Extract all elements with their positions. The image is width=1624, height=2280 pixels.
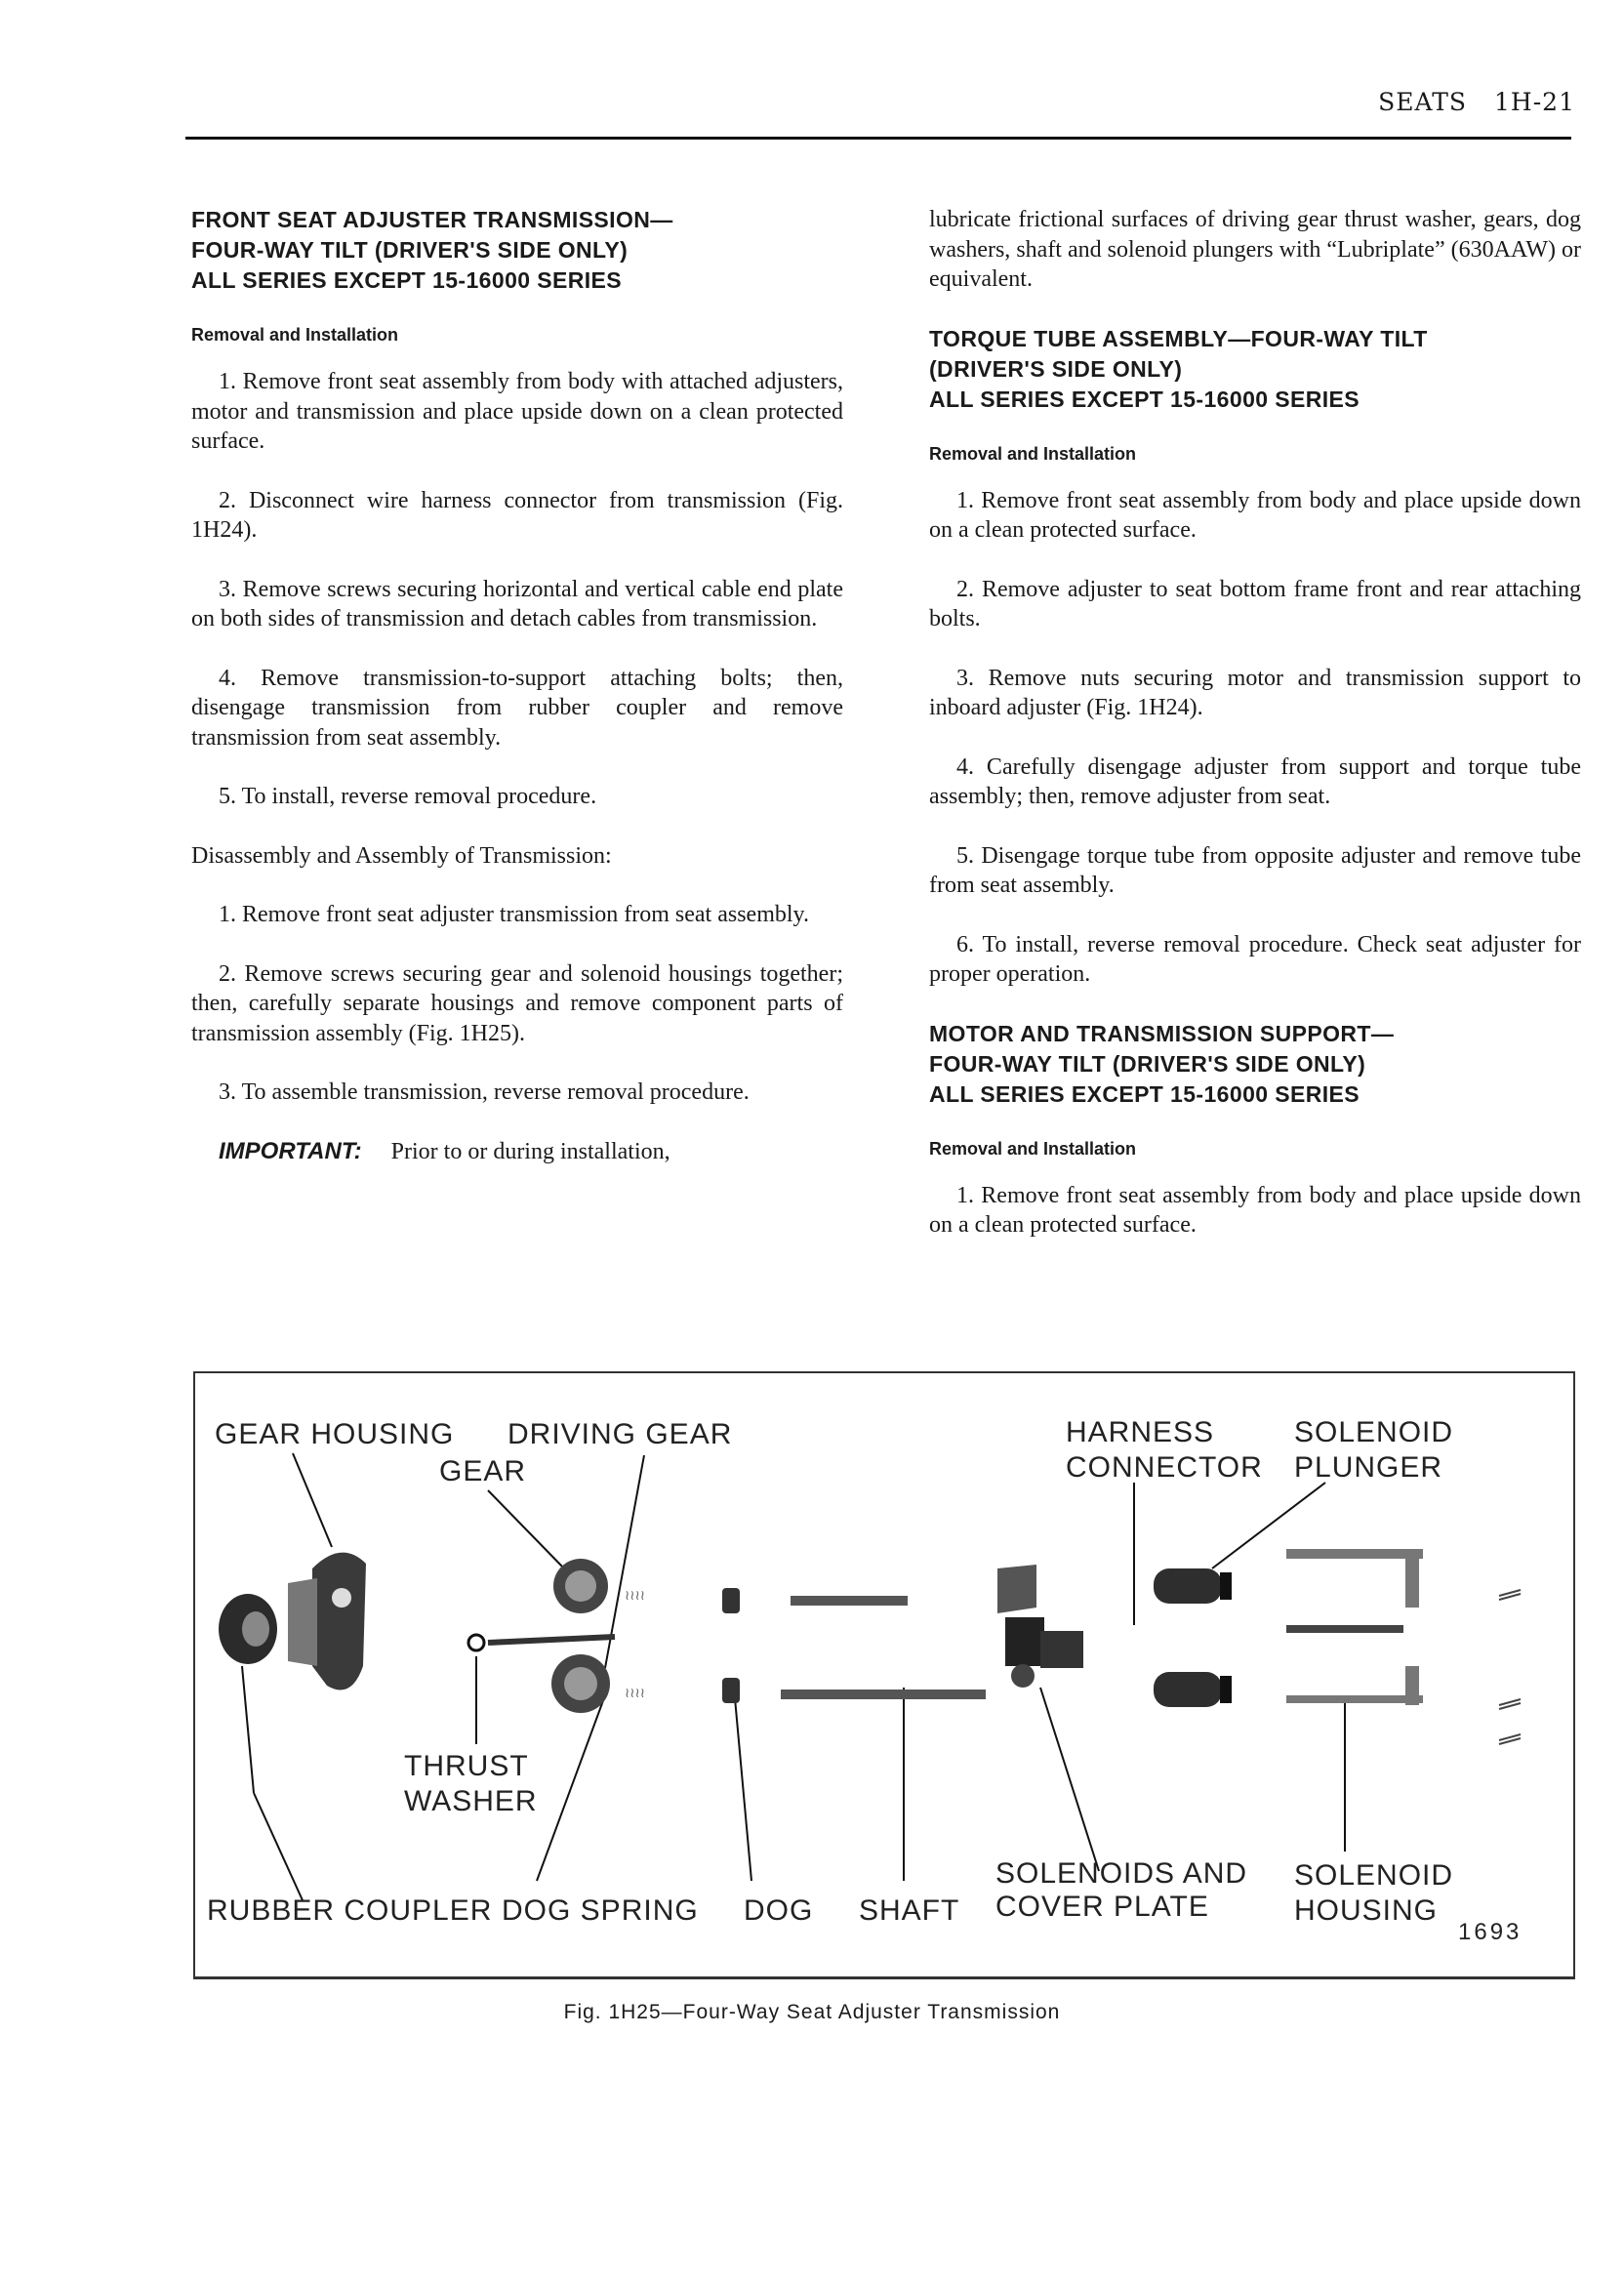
- important-text: Prior to or during installation,: [390, 1138, 670, 1164]
- label-thrust-1: THRUST: [404, 1750, 529, 1782]
- label-plunger-1: SOLENOID: [1294, 1416, 1454, 1448]
- gear-housing-part: [288, 1553, 366, 1690]
- figure-caption: Fig. 1H25—Four-Way Seat Adjuster Transmission: [563, 2001, 1061, 2023]
- figure-frame: [193, 1371, 1575, 1979]
- subheading-removal: Removal and Installation: [929, 1138, 1137, 1159]
- svg-text:≀≀≀≀: ≀≀≀≀: [625, 1588, 645, 1604]
- step-paragraph: 2. Remove adjuster to seat bottom frame front and rear attaching bolts.: [929, 576, 1581, 631]
- screws-part: [1499, 1590, 1521, 1744]
- transmission-exploded-view: [195, 1373, 1573, 1976]
- label-dog: DOG: [744, 1894, 814, 1927]
- dog-part: [722, 1588, 740, 1703]
- label-plunger-2: PLUNGER: [1294, 1451, 1443, 1484]
- step-paragraph: 3. Remove nuts securing motor and transmission support to inboard adjuster (Fig. 1H24).: [929, 665, 1581, 720]
- running-head: [1351, 88, 1575, 116]
- thrust-washer-part: [468, 1635, 484, 1650]
- step-paragraph: 2. Disconnect wire harness connector from transmission (Fig. 1H24).: [191, 487, 843, 543]
- step-paragraph: 5. Disengage torque tube from opposite adjuster and remove tube from seat assembly.: [929, 842, 1581, 898]
- label-harness-2: CONNECTOR: [1066, 1451, 1263, 1484]
- label-housing-1: SOLENOID: [1294, 1859, 1454, 1892]
- label-harness-1: HARNESS: [1066, 1416, 1215, 1448]
- subheading-removal: Removal and Installation: [929, 443, 1137, 464]
- harness-connector-part: [997, 1565, 1083, 1688]
- label-thrust-2: WASHER: [404, 1785, 538, 1817]
- right-column: [929, 205, 1581, 1270]
- step-paragraph: 3. To assemble transmission, reverse removal procedure.: [219, 1079, 750, 1105]
- heading-line: FOUR-WAY TILT (DRIVER'S SIDE ONLY): [191, 237, 629, 263]
- label-solenoids-1: SOLENOIDS AND: [995, 1857, 1248, 1890]
- dog-spring-part: [625, 1588, 645, 1701]
- heading-line: ALL SERIES EXCEPT 15-16000 SERIES: [929, 386, 1360, 412]
- heading-line: MOTOR AND TRANSMISSION SUPPORT—: [929, 1020, 1395, 1046]
- disassembly-title: Disassembly and Assembly of Transmission:: [191, 842, 612, 869]
- solenoid-housing-part: [1286, 1549, 1423, 1705]
- rubber-coupler-part: [219, 1594, 277, 1664]
- label-dog-spring: DOG SPRING: [502, 1894, 699, 1927]
- label-housing-2: HOUSING: [1294, 1894, 1439, 1927]
- section-heading-motor-support: [929, 1019, 1581, 1110]
- step-paragraph: 3. Remove screws securing horizontal and vertical cable end plate on both sides of transmission and detach cables from transmission.: [191, 576, 843, 631]
- step-paragraph: 1. Remove front seat assembly from body with attached adjusters, motor and transmission and place upside down on a clean protected surface.: [191, 369, 843, 454]
- step-paragraph: 1. Remove front seat adjuster transmission from seat assembly.: [219, 902, 809, 927]
- step-paragraph: 6. To install, reverse removal procedure. Check seat adjuster for proper operation.: [929, 931, 1581, 987]
- solenoid-plunger-part: [1154, 1568, 1232, 1707]
- shaft-part: [781, 1596, 986, 1699]
- left-column: [191, 205, 843, 1196]
- page-number: 1H-21: [1494, 88, 1575, 116]
- subheading-removal: Removal and Installation: [191, 325, 399, 345]
- label-shaft: SHAFT: [859, 1894, 960, 1927]
- label-driving-gear: DRIVING GEAR: [508, 1418, 733, 1450]
- step-paragraph: 5. To install, reverse removal procedure.: [219, 784, 597, 809]
- step-paragraph: 1. Remove front seat assembly from body and place upside down on a clean protected surface.: [929, 1182, 1581, 1238]
- heading-line: ALL SERIES EXCEPT 15-16000 SERIES: [191, 267, 623, 293]
- driving-gear-part: [488, 1559, 615, 1713]
- step-paragraph: 4. Remove transmission-to-support attaching bolts; then, disengage transmission from rubber coupler and remove transmission from seat assembly.: [191, 665, 843, 751]
- label-gear: GEAR: [439, 1455, 527, 1487]
- section-title: SEATS: [1378, 88, 1468, 116]
- svg-text:≀≀≀≀: ≀≀≀≀: [625, 1686, 645, 1701]
- step-paragraph: 2. Remove screws securing gear and solenoid housings together; then, carefully separate housings and remove component parts of transmission assembly (Fig. 1H25).: [191, 960, 843, 1046]
- heading-line: FRONT SEAT ADJUSTER TRANSMISSION—: [191, 207, 673, 232]
- heading-line: TORQUE TUBE ASSEMBLY—FOUR-WAY TILT: [929, 325, 1428, 351]
- label-solenoids-2: COVER PLATE: [995, 1891, 1209, 1923]
- heading-line: (DRIVER'S SIDE ONLY): [929, 355, 1183, 382]
- section-heading-transmission: [191, 205, 843, 296]
- step-paragraph: 1. Remove front seat assembly from body and place upside down on a clean protected surface.: [929, 487, 1581, 543]
- label-gear-housing: GEAR HOUSING: [215, 1418, 455, 1450]
- header-rule: [185, 137, 1571, 140]
- continuation-paragraph: lubricate frictional surfaces of driving gear thrust washer, gears, dog washers, shaft and solenoid plungers with “Lubriplate” (630AAW) or equivalent.: [929, 207, 1581, 292]
- figure-number: 1693: [1458, 1919, 1522, 1945]
- heading-line: FOUR-WAY TILT (DRIVER'S SIDE ONLY): [929, 1050, 1366, 1077]
- important-label: IMPORTANT:: [219, 1137, 362, 1164]
- label-rubber-coupler: RUBBER COUPLER: [207, 1894, 493, 1927]
- important-note: [191, 1137, 843, 1167]
- heading-line: ALL SERIES EXCEPT 15-16000 SERIES: [929, 1080, 1360, 1107]
- step-paragraph: 4. Carefully disengage adjuster from support and torque tube assembly; then, remove adjuster from seat.: [929, 753, 1581, 809]
- section-heading-torque-tube: [929, 324, 1581, 415]
